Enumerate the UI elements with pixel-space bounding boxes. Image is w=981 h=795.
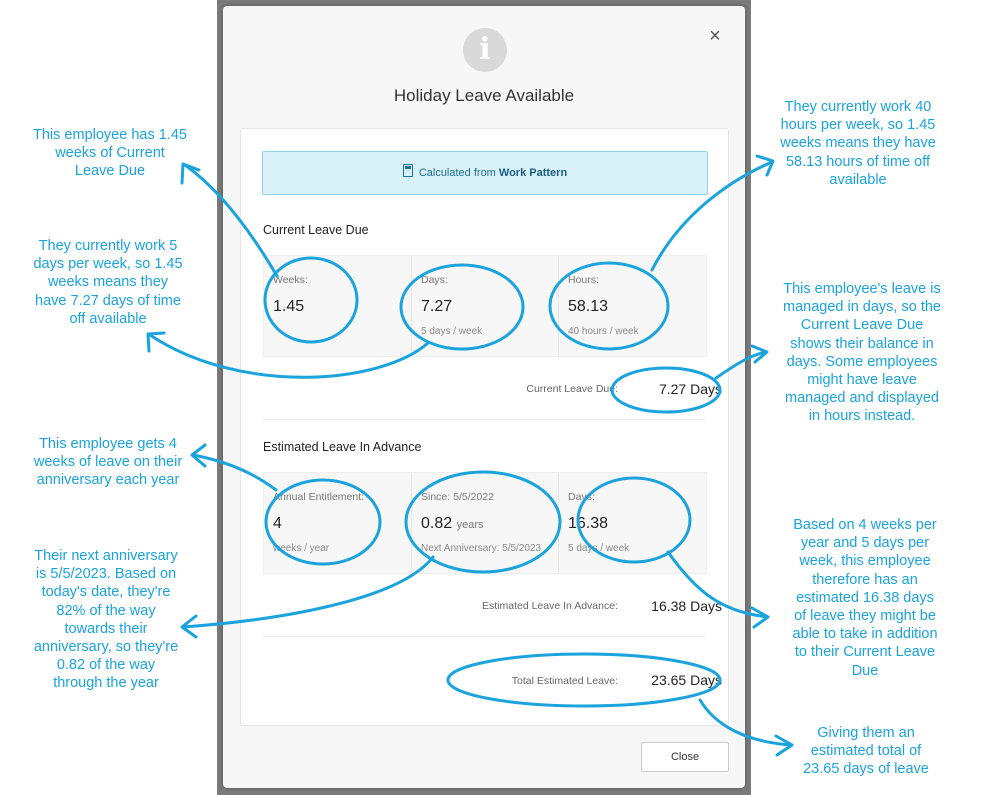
entitlement-stat [264,473,411,573]
weeks-label: Weeks: [273,274,308,286]
work-pattern-banner [262,151,708,195]
since-stat [411,473,559,573]
weeks-stat [264,256,411,356]
entitlement-label: Annual Entitlement: [273,491,365,503]
divider [263,636,705,637]
current-leave-title: Current Leave Due [263,223,369,237]
days-label: Days: [421,274,448,286]
days-stat [411,256,559,356]
grand-total-label: Total Estimated Leave: [511,675,618,687]
days-sub: 5 days / week [421,326,483,337]
advance-days-stat [558,473,706,573]
hours-stat [558,256,706,356]
since-value: 0.82 [421,515,453,532]
days-value: 7.27 [421,298,453,315]
advance-leave-title: Estimated Leave In Advance [263,440,422,454]
current-leave-total-label: Current Leave Due: [526,383,618,395]
close-icon[interactable]: × [709,25,721,47]
calculator-icon [403,164,413,177]
banner-text: Calculated from [418,167,499,179]
annotation-entitlement: This employee gets 4 weeks of leave on their anniversary each year [33,436,183,489]
advance-total-value: 16.38 Days [651,598,722,614]
annotation-days: They currently work 5 days per week, so 1.45 weeks means they have 7.27 days of time off available [33,238,183,327]
advance-days-label: Days: [568,491,595,503]
since-value-row [421,515,484,533]
annotation-days-managed: This employee's leave is managed in days, so the Current Leave Due shows their balance in days. Some employees might have leave managed and displayed in hours instead. [783,281,941,425]
hours-sub: 40 hours / week [568,326,639,337]
entitlement-value: 4 [273,515,282,532]
current-leave-stats [263,255,707,357]
advance-days-value: 16.38 [568,515,609,532]
next-anniversary: Next Anniversary: 5/5/2023 [421,543,542,554]
grand-total-value: 23.65 Days [651,672,722,688]
annotation-weeks: This employee has 1.45 weeks of Current Leave Due [33,127,187,180]
annotation-hours: They currently work 40 hours per week, so 1.45 weeks means they have 58.13 hours of time off available [780,99,936,188]
advance-days-sub: 5 days / week [568,543,630,554]
current-leave-total-value: 7.27 Days [658,381,722,397]
info-icon: i [463,28,507,72]
holiday-leave-modal [223,6,745,788]
divider [263,419,705,420]
arrowhead [148,333,164,351]
since-unit: years [456,519,484,531]
advance-leave-stats [263,472,707,574]
advance-total-label: Estimated Leave In Advance: [481,600,618,612]
leave-card [240,128,729,726]
modal-title: Holiday Leave Available [393,86,575,105]
close-button[interactable]: Close [641,742,729,772]
annotation-advance-days: Based on 4 weeks per year and 5 days per week, this employee therefore has an estimated 16.38 days of leave they might be able to take in addition to their Current Leave Due [792,517,938,679]
hours-value: 58.13 [568,298,609,315]
annotation-grand-total: Giving them an estimated total of 23.65 days of leave [803,725,929,778]
annotation-anniversary: Their next anniversary is 5/5/2023. Based on today's date, they're 82% of the way towards their anniversary, so they're 0.82 of the way through the year [33,548,179,692]
hours-label: Hours: [568,274,599,286]
since-label: Since: 5/5/2022 [421,491,494,503]
work-pattern-link[interactable]: Work Pattern [498,167,568,179]
entitlement-sub: weeks / year [273,543,330,554]
weeks-value: 1.45 [273,298,305,315]
